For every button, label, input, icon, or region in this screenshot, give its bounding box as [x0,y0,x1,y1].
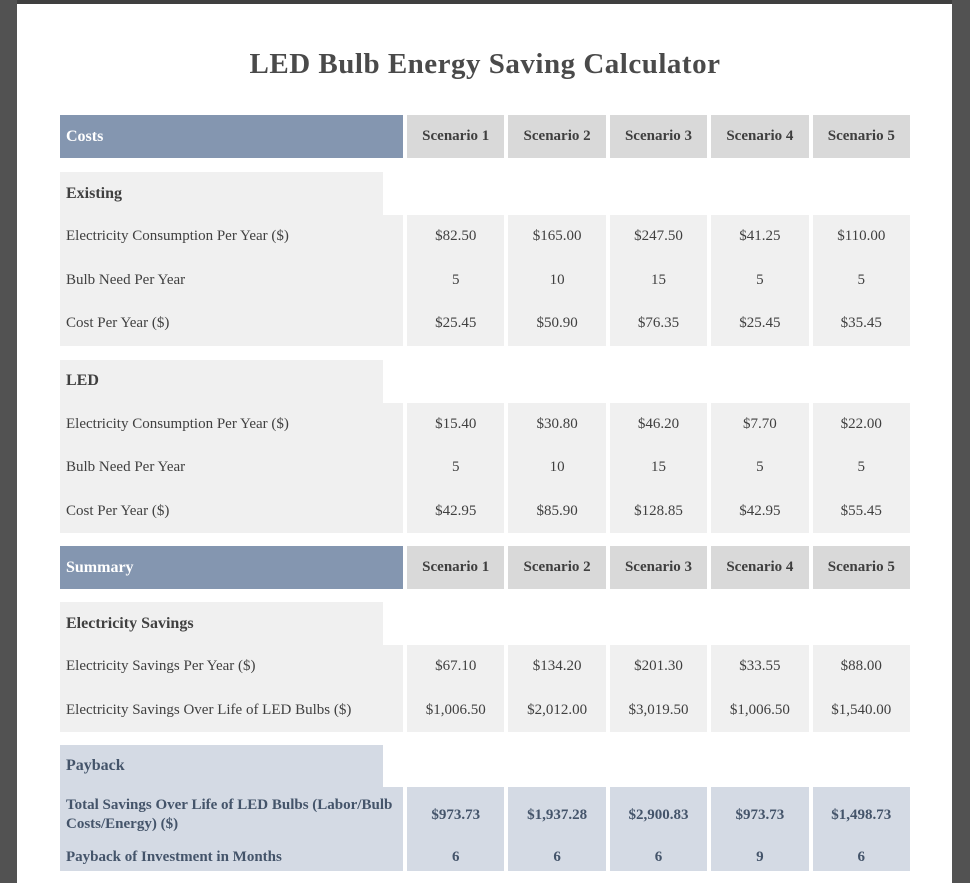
column-header-scenario-2: Scenario 2 [508,546,605,589]
value-cell: 10 [508,446,605,490]
value-cell: $15.40 [407,403,504,447]
table-row [60,645,910,689]
value-cell: $973.73 [711,787,808,843]
value-cell: 6 [407,843,504,871]
summary-header-row [60,546,910,589]
value-cell: $30.80 [508,403,605,447]
table-row [60,215,910,259]
section-header-led [60,360,910,403]
column-header-scenario-4: Scenario 4 [711,546,808,589]
column-header-scenario-5: Scenario 5 [813,115,910,158]
value-cell: $247.50 [610,215,707,259]
value-cell: $55.45 [813,490,910,534]
row-label: Payback of Investment in Months [60,843,403,871]
column-header-scenario-4: Scenario 4 [711,115,808,158]
table-row [60,403,910,447]
section-title: LED [60,360,383,403]
value-cell: $1,937.28 [508,787,605,843]
page-content [60,4,910,871]
value-cell: $1,006.50 [711,689,808,733]
column-header-scenario-2: Scenario 2 [508,115,605,158]
row-label: Electricity Consumption Per Year ($) [60,403,403,447]
section-header-electricity-savings [60,602,910,645]
column-header-scenario-3: Scenario 3 [610,546,707,589]
row-label: Electricity Consumption Per Year ($) [60,215,403,259]
value-cell: $33.55 [711,645,808,689]
value-cell: $110.00 [813,215,910,259]
value-cell: 5 [407,259,504,303]
costs-header-cell: Costs [60,115,403,158]
spacer [60,158,910,172]
column-header-scenario-3: Scenario 3 [610,115,707,158]
value-cell: 6 [610,843,707,871]
value-cell: $973.73 [407,787,504,843]
value-cell: $35.45 [813,302,910,346]
column-header-scenario-1: Scenario 1 [407,115,504,158]
value-cell: $85.90 [508,490,605,534]
value-cell: $3,019.50 [610,689,707,733]
value-cell: $41.25 [711,215,808,259]
page-title: LED Bulb Energy Saving Calculator [249,48,721,80]
window-frame-right [952,0,970,883]
value-cell: $46.20 [610,403,707,447]
value-cell: $2,900.83 [610,787,707,843]
value-cell: $25.45 [407,302,504,346]
table-row [60,843,910,871]
value-cell: $42.95 [711,490,808,534]
value-cell: 5 [711,259,808,303]
value-cell: $42.95 [407,490,504,534]
spacer [60,589,910,602]
row-label: Cost Per Year ($) [60,490,403,534]
value-cell: 5 [407,446,504,490]
column-header-scenario-1: Scenario 1 [407,546,504,589]
row-label: Cost Per Year ($) [60,302,403,346]
value-cell: 5 [711,446,808,490]
section-title: Electricity Savings [60,602,383,645]
value-cell: 6 [508,843,605,871]
spacer [60,732,910,745]
value-cell: $82.50 [407,215,504,259]
value-cell: $67.10 [407,645,504,689]
value-cell: 10 [508,259,605,303]
value-cell: $1,540.00 [813,689,910,733]
table-row [60,689,910,733]
value-cell: $22.00 [813,403,910,447]
section-header-payback [60,745,910,787]
value-cell: $201.30 [610,645,707,689]
value-cell: $88.00 [813,645,910,689]
table-row [60,490,910,534]
value-cell: 9 [711,843,808,871]
value-cell: $1,006.50 [407,689,504,733]
value-cell: $25.45 [711,302,808,346]
row-label: Bulb Need Per Year [60,446,403,490]
table-row [60,787,910,843]
costs-header-row [60,115,910,158]
value-cell: $134.20 [508,645,605,689]
row-label: Electricity Savings Per Year ($) [60,645,403,689]
spacer [60,533,910,546]
row-label: Bulb Need Per Year [60,259,403,303]
table-row [60,446,910,490]
section-title: Existing [60,172,383,215]
section-title: Payback [60,745,383,787]
table-row [60,259,910,303]
value-cell: $76.35 [610,302,707,346]
value-cell: 15 [610,446,707,490]
column-header-scenario-5: Scenario 5 [813,546,910,589]
table-row [60,302,910,346]
row-label: Electricity Savings Over Life of LED Bulbs ($) [60,689,403,733]
section-header-existing [60,172,910,215]
calculator-table [60,115,910,871]
row-label: Total Savings Over Life of LED Bulbs (Labor/Bulb Costs/Energy) ($) [60,787,403,843]
value-cell: 6 [813,843,910,871]
value-cell: $1,498.73 [813,787,910,843]
value-cell: 5 [813,446,910,490]
value-cell: $128.85 [610,490,707,534]
value-cell: $7.70 [711,403,808,447]
window-frame-left [0,0,17,883]
value-cell: 15 [610,259,707,303]
value-cell: $2,012.00 [508,689,605,733]
value-cell: $165.00 [508,215,605,259]
value-cell: 5 [813,259,910,303]
value-cell: $50.90 [508,302,605,346]
summary-header-cell: Summary [60,546,403,589]
spacer [60,346,910,360]
